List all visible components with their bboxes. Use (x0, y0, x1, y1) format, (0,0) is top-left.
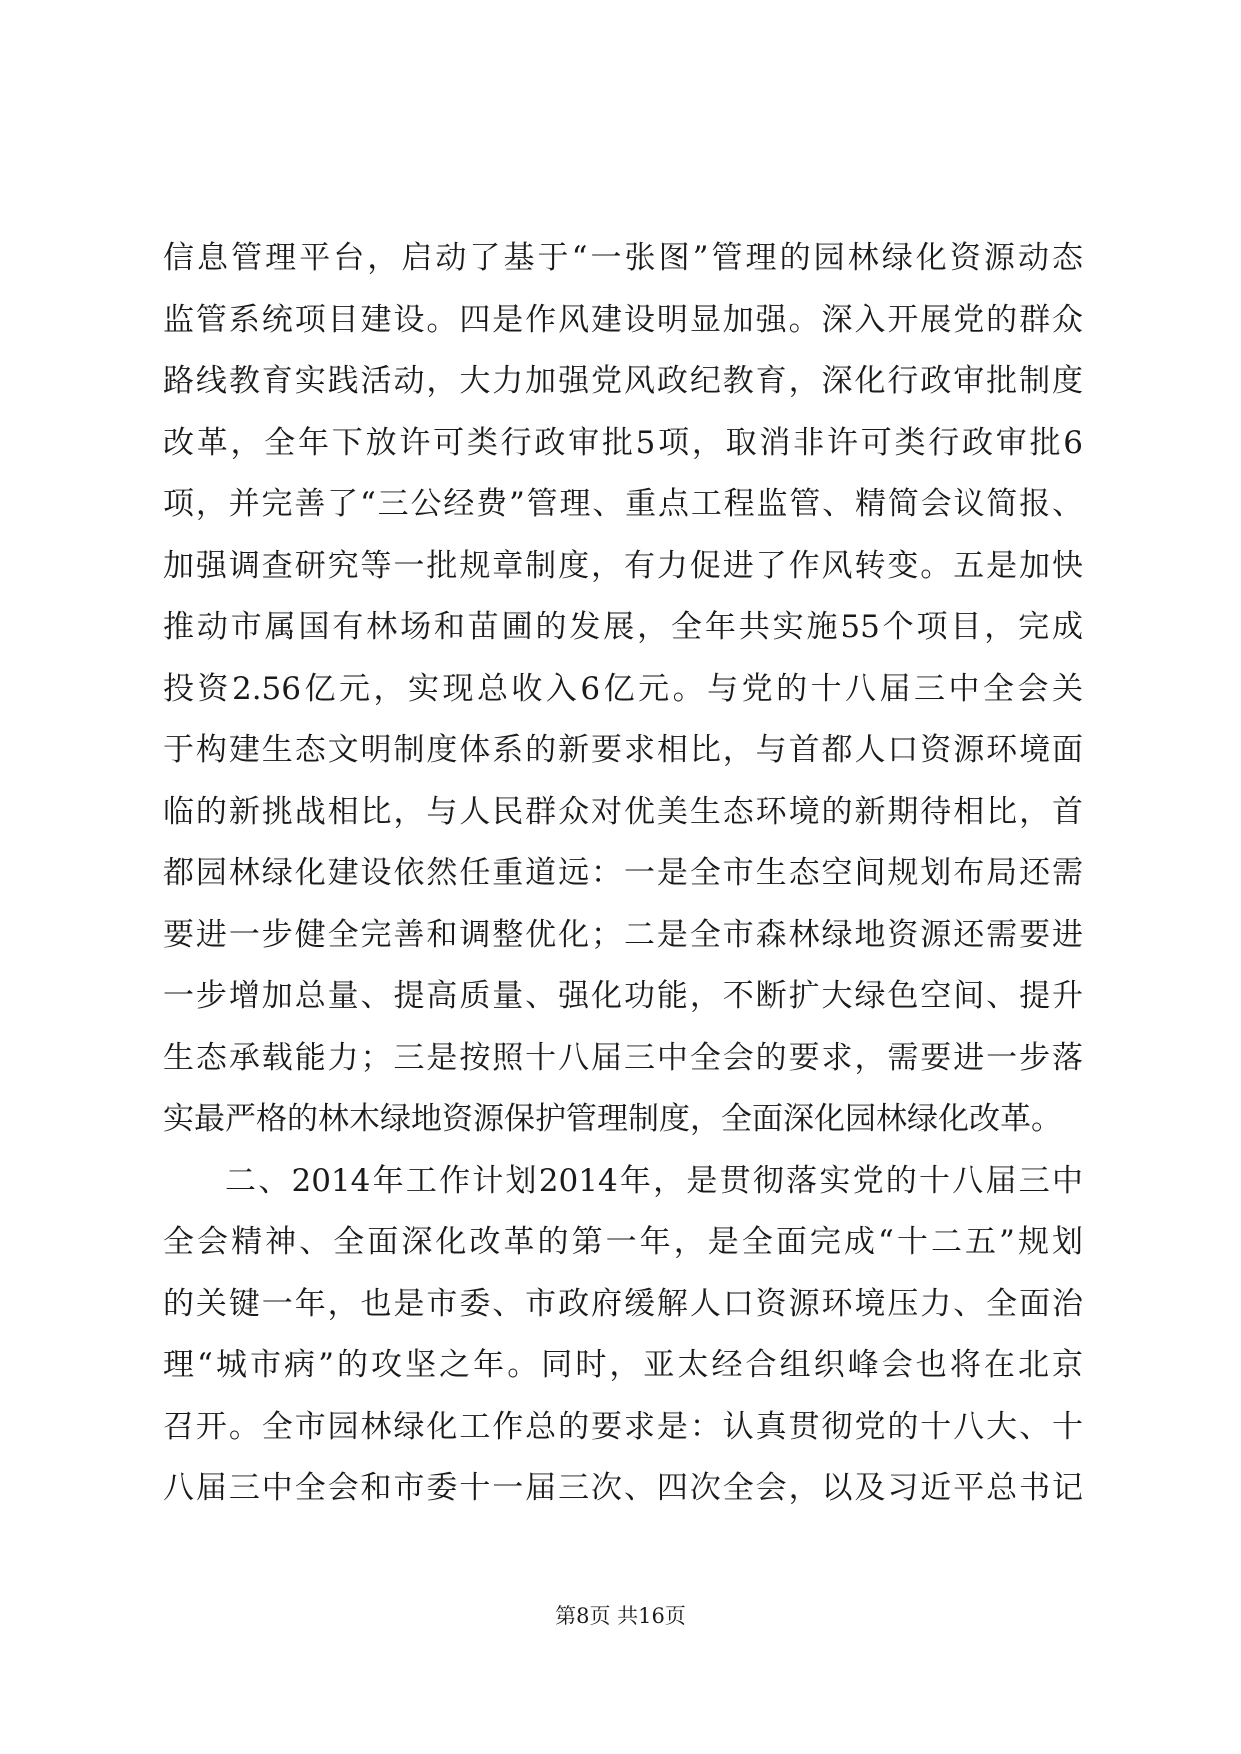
text-line: 加强调查研究等一批规章制度，有力促进了作风转变。五是加快 (163, 547, 1083, 584)
text-line: 信息管理平台，启动了基于“一张图”管理的园林绿化资源动态 (163, 240, 1083, 276)
text-line: 要进一步健全完善和调整优化；二是全市森林绿地资源还需要进 (163, 916, 1083, 953)
text-line: 二、2014年工作计划2014年，是贯彻落实党的十八届三中 (225, 1162, 1083, 1199)
text-line: 全会精神、全面深化改革的第一年，是全面完成“十二五”规划 (163, 1224, 1083, 1260)
text-line: 八届三中全会和市委十一届三次、四次全会，以及习近平总书记 (163, 1470, 1083, 1506)
text-line: 项，并完善了“三公经费”管理、重点工程监管、精简会议简报、 (163, 486, 1083, 522)
text-line: 生态承载能力；三是按照十八届三中全会的要求，需要进一步落 (163, 1039, 1083, 1076)
text-line: 推动市属国有林场和苗圃的发展，全年共实施55个项目，完成 (163, 609, 1083, 645)
text-line: 投资2.56亿元，实现总收入6亿元。与党的十八届三中全会关 (163, 670, 1083, 707)
text-line: 召开。全市园林绿化工作总的要求是：认真贯彻党的十八大、十 (163, 1408, 1083, 1445)
page-number-footer: 第8页 共16页 (555, 1604, 686, 1628)
text-line: 于构建生态文明制度体系的新要求相比，与首都人口资源环境面 (163, 732, 1083, 768)
text-line: 改革，全年下放许可类行政审批5项，取消非许可类行政审批6 (163, 424, 1083, 461)
text-line: 理“城市病”的攻坚之年。同时，亚太经合组织峰会也将在北京 (163, 1347, 1083, 1383)
body-text (163, 228, 1083, 1520)
text-line: 路线教育实践活动，大力加强党风政纪教育，深化行政审批制度 (163, 363, 1083, 399)
text-line: 临的新挑战相比，与人民群众对优美生态环境的新期待相比，首 (163, 793, 1083, 830)
text-line: 监管系统项目建设。四是作风建设明显加强。深入开展党的群众 (163, 301, 1083, 338)
text-line: 一步增加总量、提高质量、强化功能，不断扩大绿色空间、提升 (163, 978, 1083, 1014)
text-line: 实最严格的林木绿地资源保护管理制度，全面深化园林绿化改革。 (163, 1101, 1062, 1137)
text-line: 都园林绿化建设依然任重道远：一是全市生态空间规划布局还需 (163, 855, 1083, 891)
text-line: 的关键一年，也是市委、市政府缓解人口资源环境压力、全面治 (163, 1285, 1083, 1322)
